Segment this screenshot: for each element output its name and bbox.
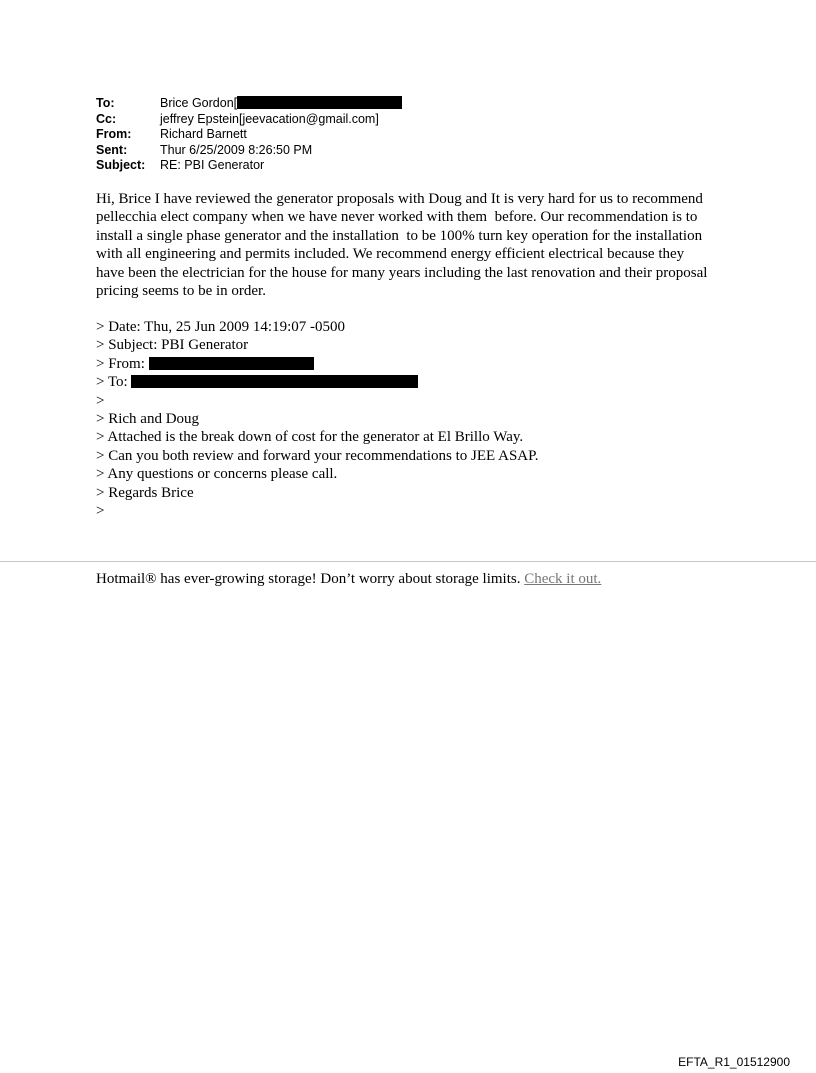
cc-label: Cc:	[96, 111, 117, 126]
to-name: Brice Gordon[	[160, 96, 238, 110]
sent-label: Sent:	[96, 142, 128, 157]
quoted-blank: >	[96, 502, 105, 519]
redaction-bar	[131, 375, 418, 388]
quoted-to-prefix: > To:	[96, 374, 132, 391]
subject-row	[96, 158, 402, 174]
footer-divider	[0, 561, 816, 562]
sent-value: Thur 6/25/2009 8:26:50 PM	[160, 142, 313, 157]
quoted-message	[96, 318, 539, 520]
check-it-out-link[interactable]: Check it out.	[524, 571, 602, 587]
to-value	[160, 96, 402, 112]
cc-row	[96, 112, 402, 128]
footer-promo-text: Hotmail® has ever-growing storage! Don’t worry about storage limits.	[96, 571, 525, 587]
quoted-greeting: > Rich and Doug	[96, 410, 200, 427]
subject-label: Subject:	[96, 158, 146, 172]
email-body	[96, 190, 716, 300]
hotmail-footer	[96, 571, 601, 588]
quoted-to	[96, 373, 539, 391]
email-headers	[96, 96, 402, 174]
body-paragraph: Hi, Brice I have reviewed the generator proposals with Doug and It is very hard for us to recommend pellecchia elect company when we have never worked with them before. Our recommendation is to install a single phase generator and the installation to be 100% turn key operation for the installation with all engineering and permits included. We recommend energy efficient electrical because they have been the electrician for the house for many years including the last renovation and their proposal pricing seems to be in order.	[96, 191, 715, 300]
from-row	[96, 127, 402, 143]
quoted-blank: >	[96, 392, 105, 409]
sent-row	[96, 143, 402, 159]
quoted-date: > Date: Thu, 25 Jun 2009 14:19:07 -0500	[96, 319, 346, 335]
quoted-line: > Can you both review and forward your recommendations to JEE ASAP.	[96, 447, 539, 464]
document-id: EFTA_R1_01512900	[678, 1055, 790, 1069]
quoted-from-prefix: > From:	[96, 355, 149, 372]
cc-value: jeffrey Epstein[jeevacation@gmail.com]	[160, 111, 379, 126]
subject-value: RE: PBI Generator	[160, 158, 265, 172]
from-value: Richard Barnett	[160, 127, 247, 141]
quoted-signoff: > Regards Brice	[96, 484, 194, 501]
redaction-bar	[149, 357, 314, 370]
quoted-line: > Attached is the break down of cost for the generator at El Brillo Way.	[96, 429, 524, 446]
to-row	[96, 96, 402, 112]
quoted-line: > Any questions or concerns please call.	[96, 466, 338, 483]
redaction-bar	[237, 96, 402, 109]
quoted-from	[96, 355, 539, 373]
quoted-subject: > Subject: PBI Generator	[96, 337, 249, 354]
from-label: From:	[96, 127, 132, 141]
to-label: To:	[96, 96, 115, 110]
